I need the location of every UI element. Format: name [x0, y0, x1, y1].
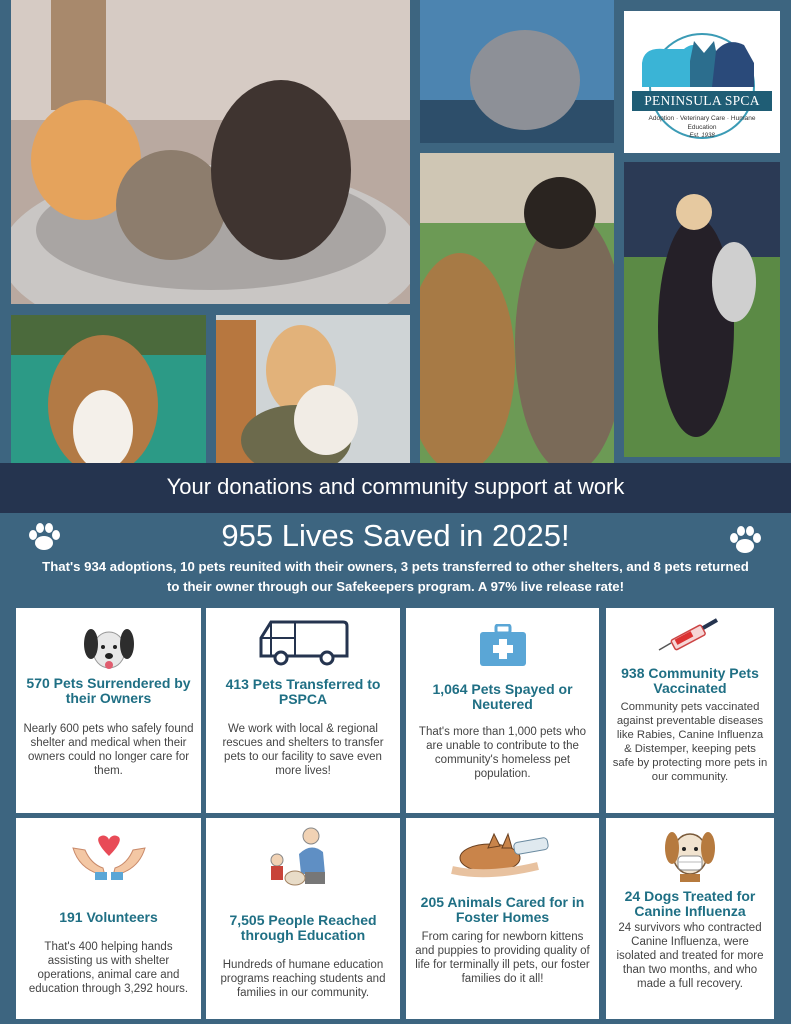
photo-woman-holding-dog	[624, 162, 780, 457]
stat-card-vaccinated	[606, 608, 774, 813]
logo-established: Est. 1938	[689, 133, 715, 139]
stat-card-transferred	[206, 608, 400, 813]
stat-title: 205 Animals Cared for in Foster Homes	[420, 894, 585, 925]
dog-mask-icon	[660, 822, 720, 884]
stat-title: 7,505 People Reached through Education	[229, 912, 377, 943]
donations-banner: Your donations and community support at work	[0, 463, 791, 513]
stat-description: From caring for newborn kittens and puppies to providing quality of life for terminally ill pets, our foster families do it all!	[415, 931, 590, 985]
photo-woman-with-puppy	[216, 315, 410, 464]
stat-title: 1,064 Pets Spayed or Neutered	[432, 681, 573, 712]
stat-card-surrendered	[16, 608, 201, 813]
stat-card-foster	[406, 818, 599, 1019]
stat-card-volunteers	[16, 818, 201, 1019]
people-with-dog-icon	[263, 824, 343, 888]
stat-title: 24 Dogs Treated for Canine Influenza	[624, 888, 756, 919]
photo-kittens-in-bed	[11, 0, 410, 304]
photo-gray-kitten	[420, 0, 614, 143]
stat-title: 938 Community Pets Vaccinated	[621, 665, 759, 696]
stat-title: 570 Pets Surrendered by their Owners	[26, 675, 191, 706]
van-icon	[255, 616, 351, 668]
stat-description: Nearly 600 pets who safely found shelter and medical when their owners could no longer care for them.	[23, 723, 194, 777]
stat-card-canine-influenza	[606, 818, 774, 1019]
photo-brown-white-dog	[11, 315, 206, 464]
peninsula-spca-logo	[624, 11, 780, 153]
photo-woman-with-dog	[420, 153, 614, 464]
stat-title: 191 Volunteers	[59, 909, 158, 925]
logo-wordmark: PENINSULA SPCA	[632, 91, 772, 111]
stat-description: We work with local & regional rescues and shelters to transfer pets to our facility to save even more lives!	[222, 723, 384, 777]
lives-saved-headline: 955 Lives Saved in 2025!	[221, 518, 570, 553]
dog-face-icon	[81, 620, 137, 676]
stat-card-education	[206, 818, 400, 1019]
stat-description: 24 survivors who contracted Canine Influenza, were isolated and treated for more than two months, and who made a full recovery.	[616, 922, 764, 990]
stat-description: That's more than 1,000 pets who are unable to contribute to the community's homeless pet population.	[418, 726, 587, 780]
lives-saved-summary: That's 934 adoptions, 10 pets reunited with their owners, 3 pets transferred to other shelters, and 8 pets returned to their owner through our Safekeepers program. A 97% live release rate!	[42, 559, 749, 594]
stat-description: That's 400 helping hands assisting us with shelter operations, animal care and education through 3,292 hours.	[28, 941, 189, 995]
stat-description: Hundreds of humane education programs reaching students and families in our community.	[220, 959, 386, 999]
stat-description: Community pets vaccinated against preventable diseases like Rabies, Canine Influenza & Distemper, keeping pets safe by protecting more pets in our community.	[612, 701, 768, 783]
stat-title: 413 Pets Transferred to PSPCA	[225, 676, 381, 707]
syringe-icon	[655, 618, 725, 654]
logo-tagline: Adoption · Veterinary Care · Humane Education	[648, 115, 756, 131]
stat-card-spayed	[406, 608, 599, 813]
heart-hands-icon	[69, 832, 149, 882]
kitten-bottle-icon	[448, 826, 558, 880]
medical-kit-icon	[478, 624, 528, 668]
